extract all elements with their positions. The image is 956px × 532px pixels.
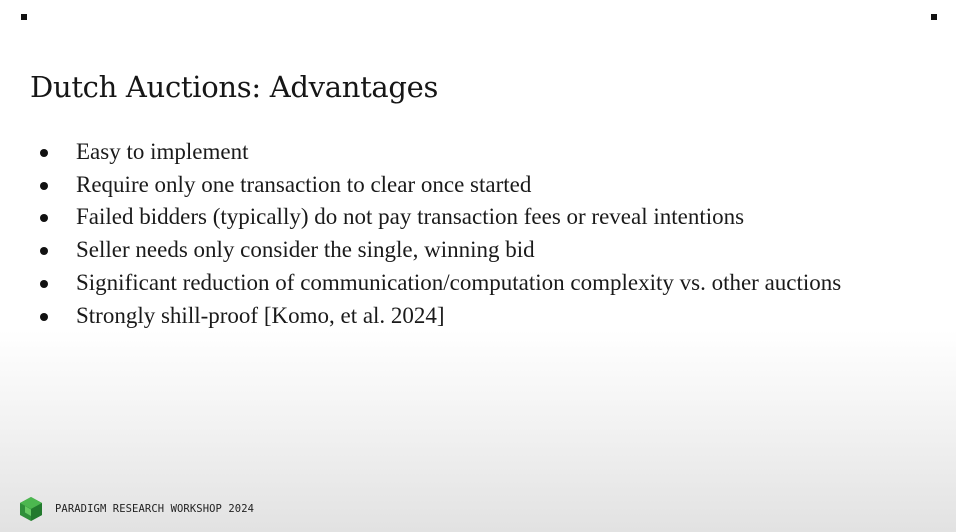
bullet-dot-icon <box>38 169 76 202</box>
bullet-item <box>38 267 918 300</box>
bullet-dot-icon <box>38 234 76 267</box>
bullet-text: Require only one transaction to clear once started <box>76 171 532 197</box>
paradigm-logo-icon <box>19 496 43 522</box>
bullet-item <box>38 136 918 169</box>
bullet-dot-icon <box>38 300 76 333</box>
footer <box>19 496 254 522</box>
footer-label: PARADIGM RESEARCH WORKSHOP 2024 <box>55 503 255 515</box>
bullet-dot-icon <box>38 201 76 234</box>
bullet-item <box>38 201 918 234</box>
bullet-text: Strongly shill-proof [Komo, et al. 2024] <box>76 302 445 328</box>
bullet-item <box>38 300 918 333</box>
bullet-dot-icon <box>38 267 76 300</box>
bullet-text: Significant reduction of communication/computation complexity vs. other auctions <box>76 269 842 295</box>
bullet-item <box>38 234 918 267</box>
bullet-item <box>38 169 918 202</box>
bullet-text: Seller needs only consider the single, winning bid <box>76 237 535 263</box>
corner-mark-top-left <box>21 14 27 20</box>
bullet-dot-icon <box>38 136 76 169</box>
bullet-text: Easy to implement <box>76 139 249 164</box>
slide-title: Dutch Auctions: Advantages <box>30 70 439 104</box>
corner-mark-top-right <box>931 14 937 20</box>
bullet-text: Failed bidders (typically) do not pay transaction fees or reveal intentions <box>76 204 745 230</box>
bullet-list <box>38 136 918 332</box>
